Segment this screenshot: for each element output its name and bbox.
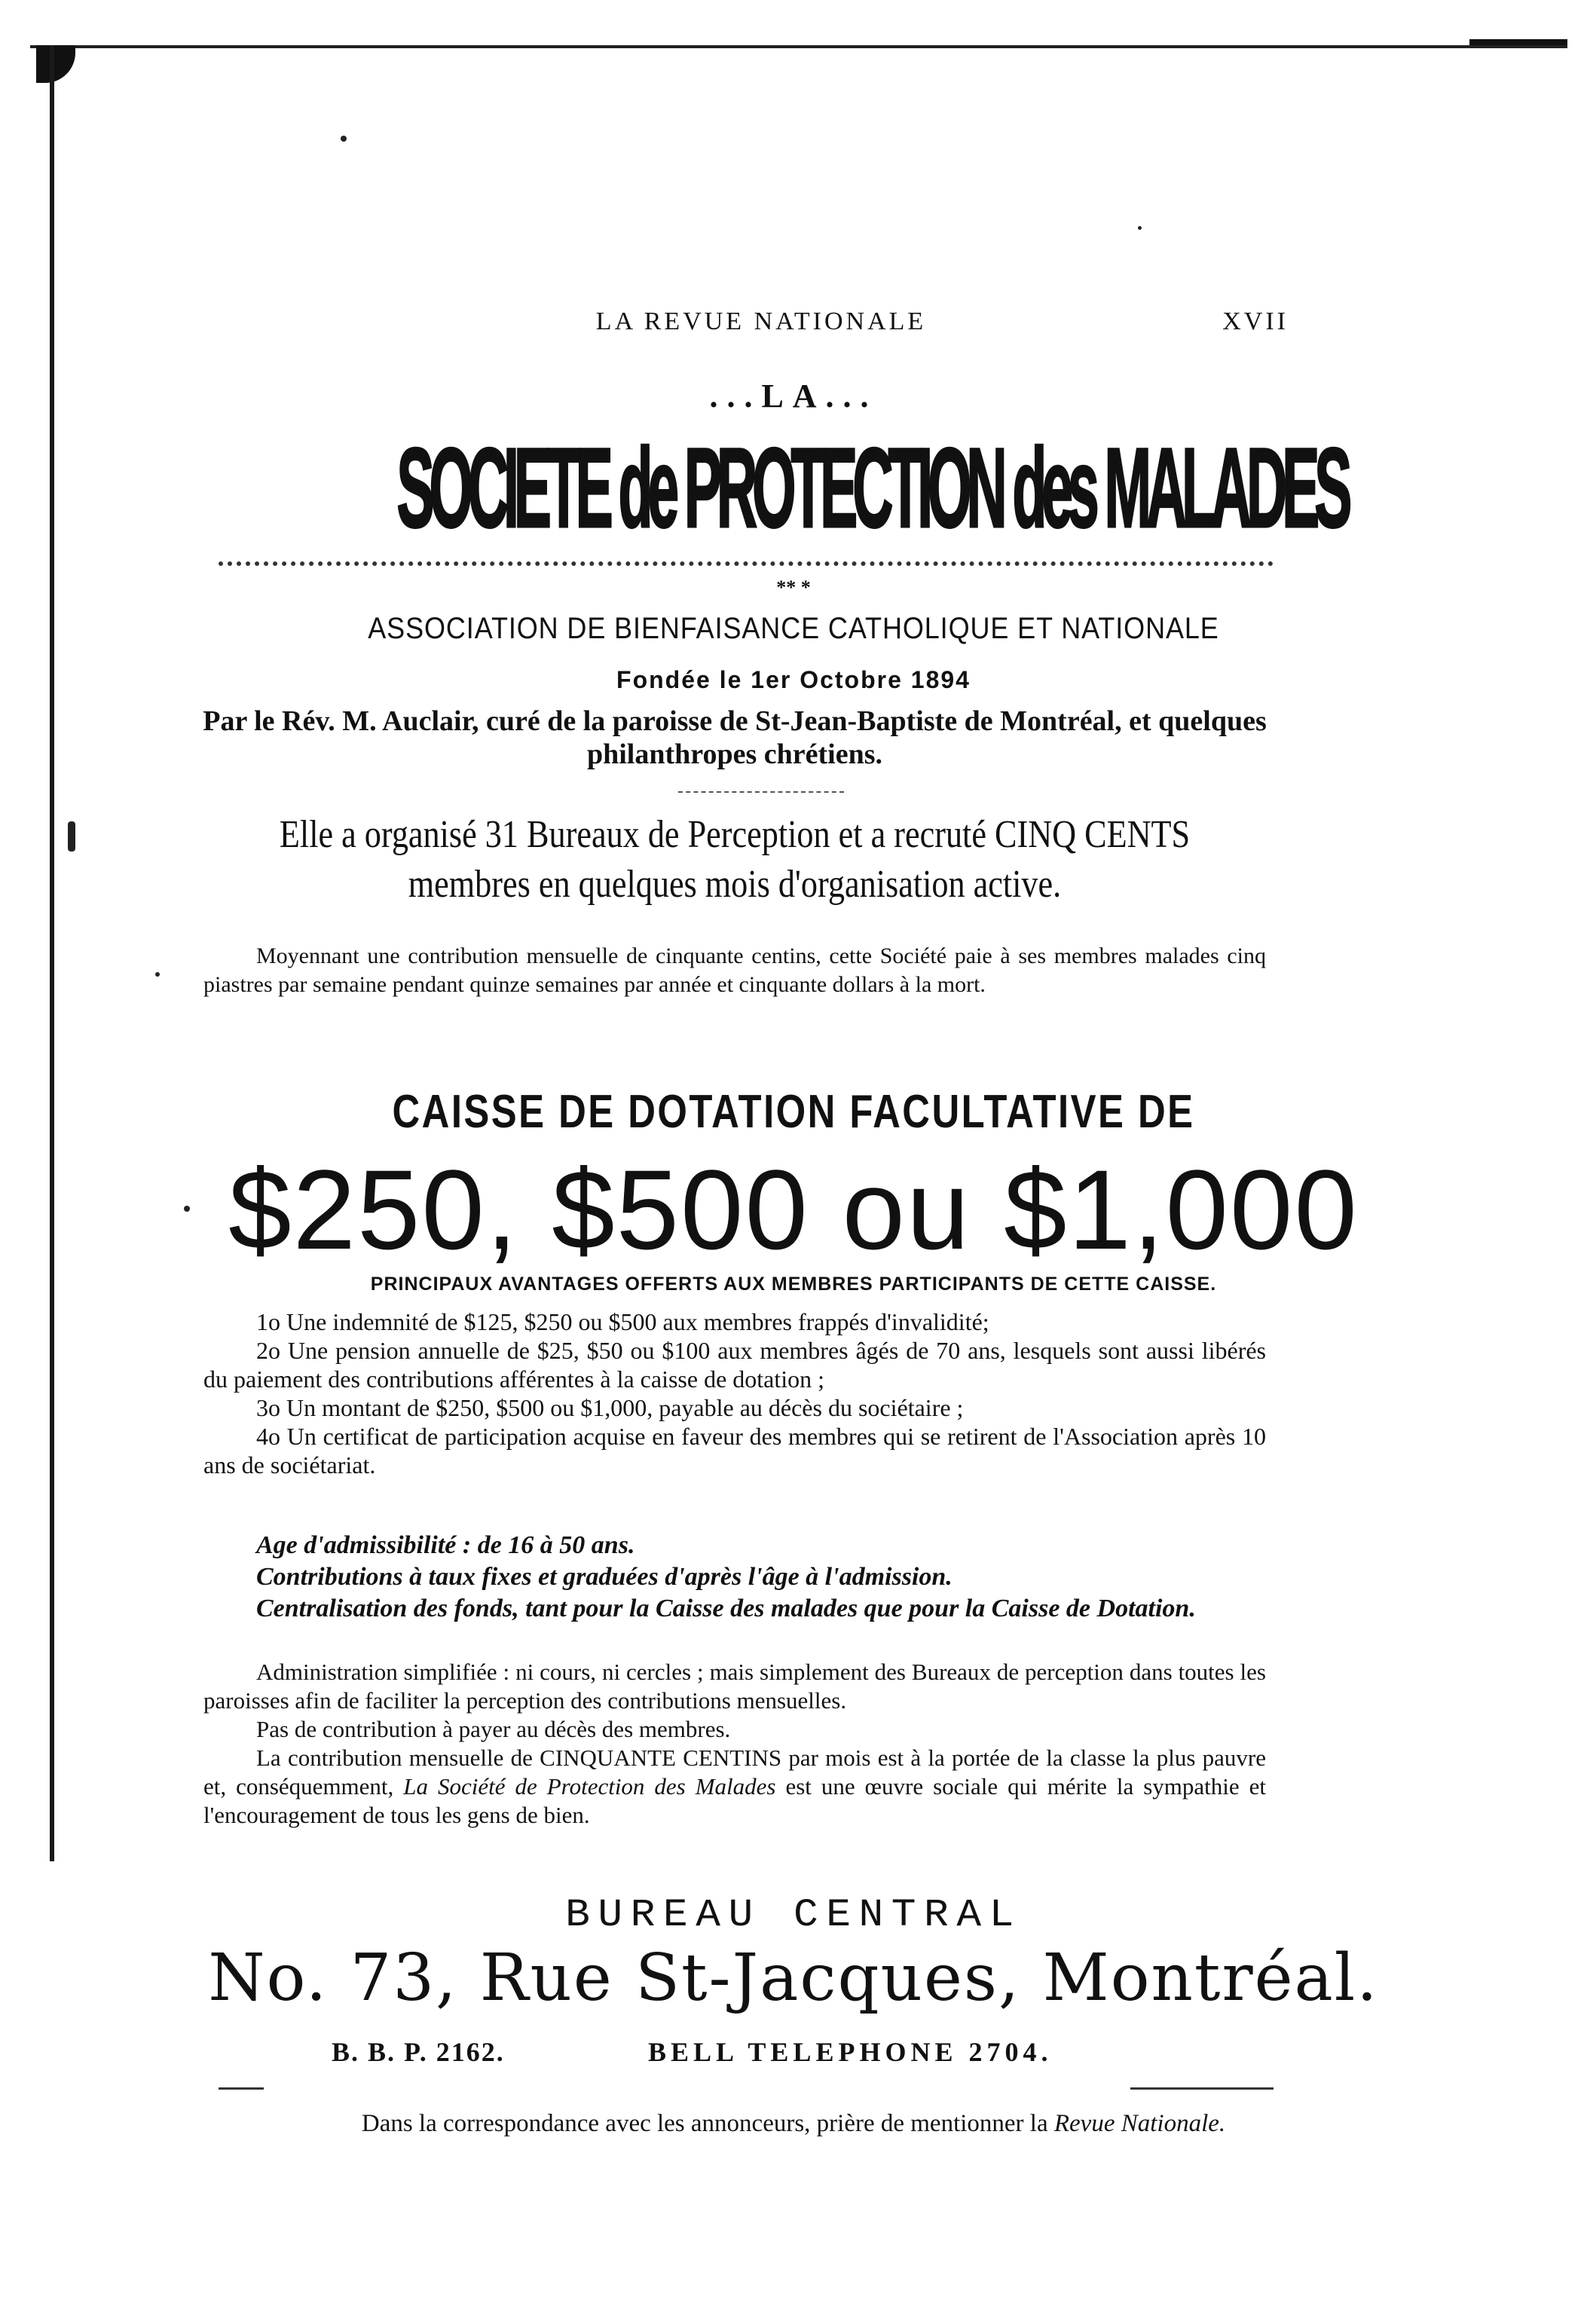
conditions-block: [203, 1530, 1266, 1625]
scan-edge-top-right: [1469, 39, 1567, 45]
society-name-italic: La Société de Protection des Malades: [403, 1773, 776, 1800]
scan-speck: [68, 821, 75, 852]
final-paragraph-start: La contribution mensuelle de CINQUANTE CENTINS par mois est à la portée de la classe la plus pauvre et, conséquemment,: [203, 1745, 1266, 1800]
dotation-amounts: $250, $500 ou $1,000: [228, 1146, 1359, 1273]
founded-date: Fondée le 1er Octobre 1894: [616, 666, 971, 693]
ad-title-wrapper: [0, 422, 1587, 554]
telephone-number: BELL TELEPHONE 2704.: [648, 2037, 1053, 2067]
no-death-contribution: Pas de contribution à payer au décès des membres.: [256, 1716, 731, 1742]
contribution-rates: Contributions à taux fixes et graduées d'après l'âge à l'admission.: [256, 1563, 953, 1591]
scan-edge-top: [30, 45, 1567, 48]
scan-speck: [155, 972, 160, 977]
ad-title: SOCIETE de PROTECTION des MALADES: [396, 424, 1347, 551]
advantage-item: 1o Une indemnité de $125, $250 ou $500 aux membres frappés d'invalidité;: [256, 1308, 989, 1335]
admission-age: Age d'admissibilité : de 16 à 50 ans.: [256, 1531, 635, 1559]
bureau-heading: BUREAU CENTRAL: [565, 1893, 1022, 1937]
scan-corner-mark: [36, 45, 75, 83]
post-box: B. B. P. 2162.: [332, 2037, 505, 2067]
scan-edge-left: [50, 45, 54, 1861]
running-title: LA REVUE NATIONALE: [595, 307, 927, 335]
final-paragraph: [203, 1744, 1266, 1830]
bureau-address: No. 73, Rue St-Jacques, Montréal.: [208, 1940, 1379, 2016]
advantage-item: 4o Un certificat de participation acquise en faveur des membres qui se retirent de l'Association après 10 ans de sociétariat.: [203, 1423, 1266, 1478]
advantage-item: 3o Un montant de $250, $500 ou $1,000, payable au décès du sociétaire ;: [256, 1394, 964, 1421]
short-rule: [678, 791, 844, 793]
association-line: ASSOCIATION DE BIENFAISANCE CATHOLIQUE ET NATIONALE: [368, 612, 1219, 645]
administration-block: [203, 1658, 1266, 1830]
advantages-heading: PRINCIPAUX AVANTAGES OFFERTS AUX MEMBRES PARTICIPANTS DE CETTE CAISSE.: [370, 1274, 1217, 1295]
organization-statement: Elle a organisé 31 Bureaux de Perception et a recruté CINQ CENTS membres en quelques mois d'organisation active.: [279, 813, 1191, 906]
footer-journal-name: Revue Nationale.: [1053, 2110, 1226, 2137]
ornament-stars: ** *: [776, 576, 811, 598]
administration-paragraph: Administration simplifiée : ni cours, ni cercles ; mais simplement des Bureaux de perception dans toutes les paroisses afin de faciliter la perception des contributions mensuelles.: [203, 1659, 1266, 1714]
ad-article-la: ...LA...: [709, 378, 878, 414]
dotted-rule: [219, 561, 1274, 566]
footer-rule-left: [219, 2087, 264, 2090]
fund-centralization: Centralisation des fonds, tant pour la Caisse des malades que pour la Caisse de Dotation.: [256, 1595, 1196, 1622]
scan-speck: [1138, 226, 1142, 230]
advantages-list: [203, 1307, 1266, 1479]
founders-line: Par le Rév. M. Auclair, curé de la paroisse de St-Jean-Baptiste de Montréal, et quelques philanthropes chrétiens.: [203, 705, 1267, 770]
advantage-item: 2o Une pension annuelle de $25, $50 ou $100 aux membres âgés de 70 ans, lesquels sont aussi libérés du paiement des contributions afférentes à la caisse de dotation ;: [203, 1337, 1266, 1393]
footer-notice: [0, 2110, 1587, 2138]
footer-notice-text: Dans la correspondance avec les annonceurs, prière de mentionner la: [361, 2110, 1054, 2137]
page-number: XVII: [1222, 307, 1289, 335]
footer-rule-right: [1130, 2087, 1274, 2090]
final-paragraph-end: est une œuvre sociale qui mérite la sympathie et l'encouragement de tous les gens de bien.: [203, 1773, 1266, 1828]
contribution-paragraph: Moyennant une contribution mensuelle de cinquante centins, cette Société paie à ses membres malades cinq piastres par semaine pendant quinze semaines par année et cinquante dollars à la mort.: [203, 943, 1266, 997]
caisse-heading: CAISSE DE DOTATION FACULTATIVE DE: [392, 1086, 1195, 1138]
scan-speck: [341, 136, 347, 142]
